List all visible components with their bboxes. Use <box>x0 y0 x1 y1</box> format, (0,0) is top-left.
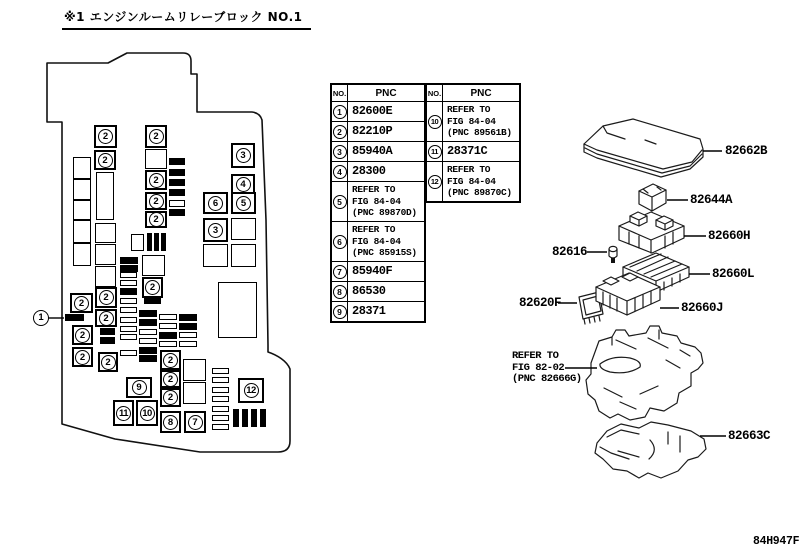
fuse-bar <box>169 200 185 207</box>
fuse-bar <box>212 387 229 393</box>
fuse-bar <box>212 415 229 421</box>
row-pnc-cell <box>443 162 519 201</box>
part-shape-82660H <box>619 212 684 253</box>
fuse-bar-filled <box>120 265 138 272</box>
row-number-cell <box>332 162 348 181</box>
header-note: ※1 エンジンルームリレーブロック NO.1 <box>62 8 311 30</box>
fusebox-slot-2 <box>72 325 93 345</box>
fusebox-slot-2 <box>72 347 93 367</box>
circled-number: 3 <box>208 223 223 238</box>
circled-number: 4 <box>236 177 251 192</box>
pnc-text: REFER TO <box>447 164 491 176</box>
fusebox-slot <box>95 223 116 243</box>
row-pnc-cell <box>348 282 424 301</box>
circled-number: 2 <box>333 125 347 139</box>
fusebox-slot <box>131 234 144 251</box>
circled-number: 8 <box>333 285 347 299</box>
fusebox-slot <box>73 179 91 200</box>
fuse-bar <box>159 323 177 329</box>
circled-number: 2 <box>98 153 113 168</box>
fuse-bar-filled <box>139 347 157 354</box>
circled-number: 2 <box>163 372 178 387</box>
fuse-bar-filled <box>169 189 185 196</box>
fuse-bar <box>120 298 137 304</box>
pnc-text: (PNC 85915S) <box>352 247 417 259</box>
column-header-no: NO. <box>427 85 443 101</box>
fuse-bar <box>120 307 137 313</box>
refer-note <box>512 351 582 386</box>
fusebox-slot-6 <box>203 192 228 214</box>
part-label-82660J: 82660J <box>681 301 724 315</box>
fusebox-slot <box>203 244 228 267</box>
fusebox-slot <box>142 255 165 276</box>
fuse-bar <box>212 406 229 412</box>
column-header-pnc: PNC <box>375 87 397 99</box>
row-number-cell <box>332 182 348 221</box>
pnc-text: (PNC 89870D) <box>352 207 417 219</box>
row-number-cell <box>332 282 348 301</box>
table-row <box>332 101 424 121</box>
part-label-82662B: 82662B <box>725 144 768 158</box>
pnc-text: 82600E <box>352 104 393 118</box>
refer-note-line: REFER TO <box>512 350 559 362</box>
fuse-bar-vertical <box>242 409 248 427</box>
pnc-text: 85940A <box>352 144 393 158</box>
fusebox-slot-2 <box>160 350 181 370</box>
pnc-table-left <box>330 83 426 323</box>
pnc-text: FIG 84-04 <box>447 175 496 187</box>
row-pnc-cell <box>348 122 424 141</box>
part-label-82660L: 82660L <box>712 267 755 281</box>
fusebox-slot <box>95 244 116 265</box>
fusebox-slot <box>73 157 91 179</box>
circled-number: 1 <box>333 105 347 119</box>
fusebox-slot-9 <box>126 377 152 398</box>
fusebox-slot-5 <box>231 192 256 214</box>
fuse-bar-filled <box>120 288 137 295</box>
fuse-bar <box>212 424 229 430</box>
fusebox-slot-2 <box>145 170 167 190</box>
fuse-bar-vertical <box>147 233 152 251</box>
fuse-bar-filled <box>159 332 177 339</box>
circled-number: 6 <box>333 235 347 249</box>
circled-number: 7 <box>188 415 203 430</box>
fuse-bar-filled <box>139 319 157 326</box>
part-label-82644A: 82644A <box>690 193 733 207</box>
fusebox-slot <box>218 282 257 338</box>
fuse-bar-filled <box>144 298 161 304</box>
row-number-cell <box>332 222 348 261</box>
fuse-bar-vertical <box>251 409 257 427</box>
fuse-bar <box>120 326 137 332</box>
circled-number: 2 <box>74 296 89 311</box>
table-row <box>332 141 424 161</box>
circled-number: 2 <box>98 129 113 144</box>
fusebox-slot <box>145 149 167 169</box>
part-shape-82666G <box>586 326 703 420</box>
circled-number: 3 <box>333 145 347 159</box>
circled-number: 2 <box>149 194 164 209</box>
fusebox-slot <box>73 200 91 220</box>
column-header-no: NO. <box>332 85 348 101</box>
fusebox-slot-2 <box>145 192 167 210</box>
fuse-bar-vertical <box>233 409 239 427</box>
circled-number: 2 <box>149 129 164 144</box>
fuse-bar <box>120 350 137 356</box>
circled-number: 5 <box>236 196 251 211</box>
fuse-bar-filled <box>139 310 157 317</box>
fuse-bar-filled <box>120 257 138 264</box>
column-header-pnc: PNC <box>470 87 492 99</box>
table-row <box>427 141 519 161</box>
fuse-bar-filled <box>65 314 84 321</box>
figure-code: 84H947F <box>753 535 800 548</box>
table-row <box>332 161 424 181</box>
row-pnc-cell <box>348 162 424 181</box>
table-header-row <box>332 85 424 101</box>
pnc-text: REFER TO <box>447 104 491 116</box>
fuse-bar <box>120 334 137 340</box>
pnc-text: REFER TO <box>352 224 396 236</box>
row-number-cell <box>427 162 443 201</box>
circled-number: 5 <box>333 195 347 209</box>
circled-number: 2 <box>99 311 114 326</box>
circled-number: 2 <box>149 212 164 227</box>
fuse-bar <box>212 396 229 402</box>
fusebox-callout-1: 1 <box>33 310 49 326</box>
row-number-cell <box>332 142 348 161</box>
fuse-bar-vertical <box>154 233 159 251</box>
fuse-bar <box>120 317 137 323</box>
fuse-bar-filled <box>100 337 115 344</box>
part-label-82660H: 82660H <box>708 229 751 243</box>
row-number-cell <box>332 122 348 141</box>
table-row <box>332 281 424 301</box>
fuse-bar <box>120 272 137 278</box>
fusebox-slot-8 <box>160 411 181 433</box>
fuse-bar <box>139 338 157 344</box>
circled-number: 2 <box>99 290 114 305</box>
fusebox-slot <box>231 218 256 240</box>
fusebox-slot <box>73 220 91 243</box>
circled-number: 3 <box>236 148 251 163</box>
fuse-bar-filled <box>169 209 185 216</box>
fusebox-slot <box>183 382 206 404</box>
pnc-text: 82210P <box>352 124 393 138</box>
fusebox-slot-2 <box>98 352 118 372</box>
circled-number: 9 <box>333 305 347 319</box>
fusebox-slot <box>183 359 206 381</box>
circled-number: 12 <box>428 175 442 189</box>
part-shape-82662B <box>584 119 703 177</box>
table-row <box>332 181 424 221</box>
part-shape-82644A <box>639 184 666 211</box>
fuse-bar-filled <box>139 355 157 362</box>
part-label-82620F: 82620F <box>519 296 562 310</box>
table-row <box>332 121 424 141</box>
fusebox-slot <box>95 266 116 287</box>
fuse-bar-filled <box>100 328 115 335</box>
table-header-row <box>427 85 519 101</box>
circled-number: 9 <box>132 380 147 395</box>
row-number-cell <box>427 102 443 141</box>
fusebox-slot-12 <box>238 378 264 403</box>
row-pnc-cell <box>348 142 424 161</box>
pnc-table-right <box>425 83 521 203</box>
fuse-bar-filled <box>179 323 197 330</box>
pnc-text: FIG 84-04 <box>352 235 401 247</box>
fuse-bar <box>212 377 229 383</box>
pnc-text: 28371C <box>447 144 488 158</box>
fuse-bar <box>159 341 177 347</box>
circled-number: 2 <box>149 173 164 188</box>
fuse-bar-vertical <box>260 409 266 427</box>
part-shape-82663C <box>595 422 706 478</box>
fuse-bar <box>120 280 137 286</box>
circled-number: 2 <box>75 350 90 365</box>
row-pnc-cell <box>443 142 519 161</box>
fusebox-slot-2 <box>95 309 117 327</box>
pnc-text: 28300 <box>352 164 386 178</box>
fuse-bar <box>179 341 197 347</box>
fuse-bar <box>179 332 197 338</box>
fusebox-slot <box>73 243 91 266</box>
pnc-text: 28371 <box>352 304 386 318</box>
row-pnc-cell <box>348 302 424 321</box>
circled-number: 7 <box>333 265 347 279</box>
row-pnc-cell <box>443 102 519 141</box>
pnc-text: (PNC 89870C) <box>447 187 512 199</box>
fusebox-slot-3 <box>231 143 255 168</box>
fusebox-slot-2 <box>145 125 167 148</box>
fuse-bar-vertical <box>161 233 166 251</box>
fuse-bar-filled <box>169 179 185 186</box>
circled-number: 2 <box>163 390 178 405</box>
row-pnc-cell <box>348 222 424 261</box>
fuse-bar-filled <box>169 158 185 165</box>
fuse-bar <box>212 368 229 374</box>
circled-number: 2 <box>145 280 160 295</box>
part-label-82663C: 82663C <box>728 429 771 443</box>
fusebox-slot-2 <box>95 287 117 308</box>
fusebox-slot-2 <box>94 150 116 170</box>
fusebox-slot-10 <box>136 400 158 426</box>
circled-number: 2 <box>163 353 178 368</box>
row-number-cell <box>332 102 348 121</box>
fusebox-slot-3 <box>203 218 228 242</box>
circled-number: 12 <box>244 383 259 398</box>
pnc-text: FIG 84-04 <box>447 115 496 127</box>
fusebox-slot <box>231 244 256 267</box>
fusebox-slot-7 <box>184 411 206 433</box>
fuse-bar <box>159 314 177 320</box>
table-row <box>332 221 424 261</box>
circled-number: 8 <box>163 415 178 430</box>
circled-number: 4 <box>333 165 347 179</box>
table-row <box>427 101 519 141</box>
fusebox-slot-2 <box>94 125 117 148</box>
fusebox-slot <box>96 172 114 220</box>
fusebox-slot-11 <box>113 400 134 426</box>
fusebox-slot-2 <box>145 211 167 228</box>
fusebox-slot-2 <box>160 388 181 407</box>
fuse-bar <box>139 329 157 335</box>
row-number-cell <box>332 302 348 321</box>
circled-number: 2 <box>75 328 90 343</box>
pnc-text: REFER TO <box>352 184 396 196</box>
circled-number: 10 <box>140 406 155 421</box>
fusebox-slot-2 <box>142 277 163 298</box>
table-row <box>332 261 424 281</box>
row-number-cell <box>332 262 348 281</box>
fusebox-slot-2 <box>70 293 93 313</box>
circled-number: 2 <box>101 355 116 370</box>
pnc-text: (PNC 89561B) <box>447 127 512 139</box>
table-row <box>427 161 519 201</box>
circled-number: 11 <box>428 145 442 159</box>
row-pnc-cell <box>348 102 424 121</box>
fuse-bar-filled <box>179 314 197 321</box>
refer-note-line: FIG 82-02 <box>512 361 565 374</box>
row-number-cell <box>427 142 443 161</box>
fusebox-slot-2 <box>160 370 181 388</box>
circled-number: 6 <box>208 196 223 211</box>
refer-note-line: (PNC 82666G) <box>512 373 582 385</box>
circled-number: 11 <box>116 406 131 421</box>
pnc-text: FIG 84-04 <box>352 195 401 207</box>
row-pnc-cell <box>348 262 424 281</box>
fuse-bar-filled <box>169 169 185 176</box>
pnc-text: 85940F <box>352 264 393 278</box>
table-row <box>332 301 424 321</box>
part-label-82616: 82616 <box>552 245 588 259</box>
circled-number: 10 <box>428 115 442 129</box>
part-shape-82616 <box>609 246 617 263</box>
row-pnc-cell <box>348 182 424 221</box>
pnc-text: 86530 <box>352 284 386 298</box>
